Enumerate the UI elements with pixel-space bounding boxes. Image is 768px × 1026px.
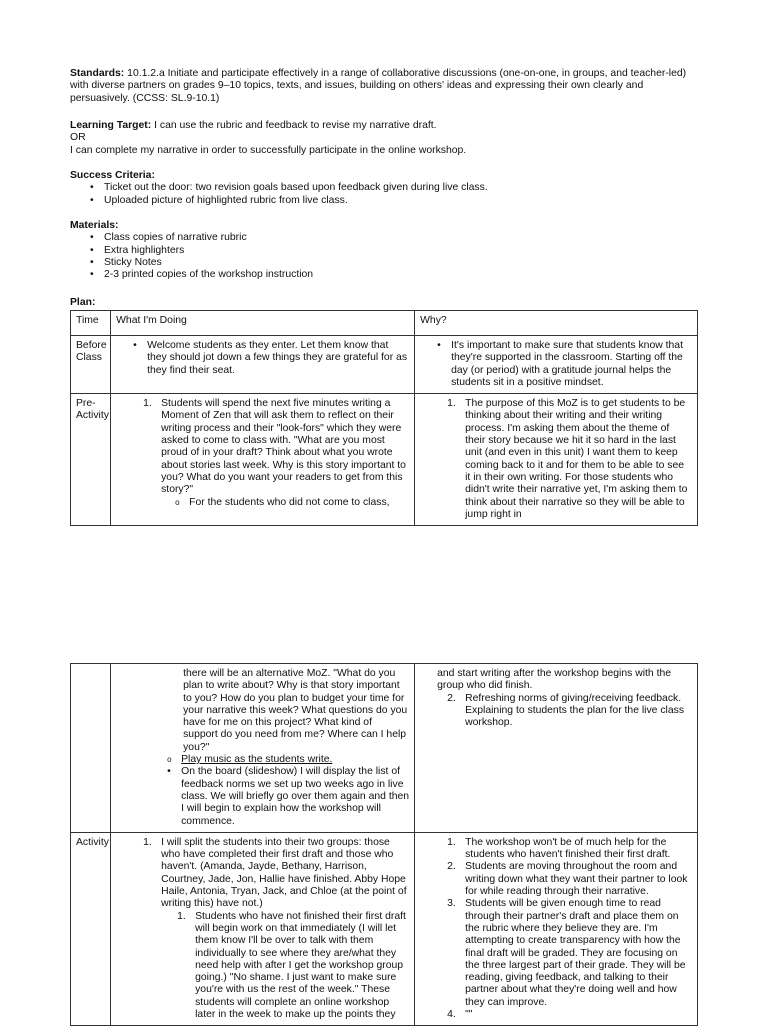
list-item: 1. The purpose of this MoZ is to get students to be thinking about their writing and their writing process. I'm asking them about the theme of their story because we hit it so hard in the last unit (and even in this unit) I want them to keep coming back to it and for them to be able to see it in their own writing. For those students who didn't write their narrative yet, I'm asking them to think about their narrative so they will be able to jump right in [465, 398, 692, 521]
success-criteria-label: Success Criteria: [70, 170, 155, 181]
pre-activity-why-list [443, 398, 692, 521]
list-item: • Ticket out the door: two revision goals based upon feedback given during live class. [104, 182, 698, 194]
continued-doing-text: there will be an alternative MoZ. "What do you plan to write about? Why is that story important to you? How do you plan to budget your time for your narrative this week? What questions do you have for me on this project? What kind of support do you need from me? Where can I help you?" [183, 668, 408, 753]
materials-list [70, 232, 698, 281]
plan-table-page-2 [70, 663, 698, 1026]
before-class-why: • It's important to make sure that students know that they're supported in the classroom. Starting off the day (or period) with a gratitude journal helps the students sit in a positive mindset. [437, 340, 692, 389]
standards-paragraph [70, 68, 698, 105]
plan-table-page-1 [70, 310, 698, 526]
list-item: 1. The workshop won't be of much help for the students who haven't finished their first draft. [465, 837, 692, 862]
before-class-doing: • Welcome students as they enter. Let them know that they should jot down a few things they are grateful for as they find their seat. [133, 340, 409, 377]
list-item: 2. Refreshing norms of giving/receiving feedback. Explaining to students the plan for the live class workshop. [465, 693, 692, 730]
plan-table-continued [70, 663, 698, 1026]
activity-time: Activity [71, 832, 111, 1025]
materials-label: Materials: [70, 220, 119, 231]
list-item: • 2-3 printed copies of the workshop instruction [104, 269, 698, 281]
standards-text: 10.1.2.a Initiate and participate effectively in a range of collaborative discussions (one-on-one, in groups, and teacher-led) with diverse partners on grades 9–10 topics, texts, and issues, building on others' ideas and expressing their own clearly and persuasively. (CCSS: SL.9-10.1) [70, 68, 687, 104]
list-item: 4. "" [465, 1009, 692, 1021]
list-item: • Extra highlighters [104, 245, 698, 257]
before-class-time: Before Class [71, 336, 111, 394]
pre-activity-time: Pre-Activity [71, 394, 111, 526]
plan-table [70, 310, 698, 526]
table-header-row [71, 311, 698, 336]
list-item: 3. Students will be given enough time to read through their partner's draft and place them on the rubric where they believe they are. I'm attempting to create transparency with how the final draft will be graded. They are focusing on the three largest part of their grade. They will be reading, giving feedback, and talking to their partner about what they're doing well and how they can improve. [465, 898, 692, 1009]
header-doing: What I'm Doing [111, 311, 415, 336]
continued-why-list [443, 693, 692, 730]
list-item: 1. I will split the students into their two groups: those who have completed their first draft and those who haven't. (Amanda, Jayde, Bethany, Harrison, Courtney, Jade, Jon, Hallie have finished. Abby Hope Haile, Antonia, Tryan, Jack, and Chloe (at the point of writing this) have not.) 1. Students who have not finished their first draft will begin work on that immediately (I will let them know I'll be over to talk with them individually to see where they are/what they need help with after I get the workshop group going.) "No shame. I just want to make sure you're with us the rest of the week." These students will complete an online workshop later in the week to make up the points they [161, 837, 409, 1021]
learning-target-or: OR [70, 132, 86, 144]
music-note: o Play music as the students write. [167, 754, 409, 766]
board-note: • On the board (slideshow) I will display the list of feedback norms we set up two weeks ago in live class. We will briefly go over them again and then I will begin to explain how the workshop will commence. [167, 766, 409, 827]
list-item: 1. Students will spend the next five minutes writing a Moment of Zen that will ask them to reflect on their writing process and their "look-fors" which they were asked to come to class with. "What are you most proud of in your draft? Think about what you wrote about stories last week. Why is this story important to you? What do you want your readers to get from this story?" o For the students who did not come to class, [161, 398, 409, 509]
activity-doing-list [139, 837, 409, 1021]
list-item: 2. Students are moving throughout the room and writing down what they want their partner to look for while reading through their narrative. [465, 861, 692, 898]
list-item: • Sticky Notes [104, 257, 698, 269]
list-item: 1. Students who have not finished their first draft will begin work on that immediately (I will let them know I'll be over to talk with them individually to see where they are/what they need help with after I get the workshop group going.) "No shame. I just want to make sure you're with us the rest of the week." These students will complete an online workshop later in the week to make up the points they [195, 911, 409, 1022]
pre-activity-doing-sub: o For the students who did not come to class, [175, 497, 409, 509]
table-row [71, 336, 698, 394]
header-why: Why? [415, 311, 698, 336]
activity-why-list [443, 837, 692, 1021]
standards-label: Standards: [70, 68, 125, 79]
table-row [71, 394, 698, 526]
learning-target-text: I can use the rubric and feedback to revise my narrative draft. [151, 120, 437, 131]
continued-why-text: and start writing after the workshop begins with the group who did finish. [437, 668, 672, 692]
success-criteria-list [70, 182, 698, 207]
learning-target-alt: I can complete my narrative in order to successfully participate in the online workshop. [70, 144, 467, 156]
list-item: • Class copies of narrative rubric [104, 232, 698, 244]
standards-section [70, 68, 698, 105]
table-row [71, 832, 698, 1025]
plan-section [70, 297, 698, 309]
header-time: Time [71, 311, 111, 336]
learning-target-paragraph [70, 120, 698, 132]
materials-section [70, 220, 698, 281]
pre-activity-doing-list [139, 398, 409, 509]
learning-target-label: Learning Target: [70, 120, 152, 131]
list-item: • Uploaded picture of highlighted rubric from live class. [104, 195, 698, 207]
success-criteria-section [70, 170, 698, 207]
activity-doing-sublist [161, 911, 409, 1022]
table-row [71, 664, 698, 833]
learning-target-section [70, 120, 698, 157]
plan-label: Plan: [70, 297, 96, 308]
